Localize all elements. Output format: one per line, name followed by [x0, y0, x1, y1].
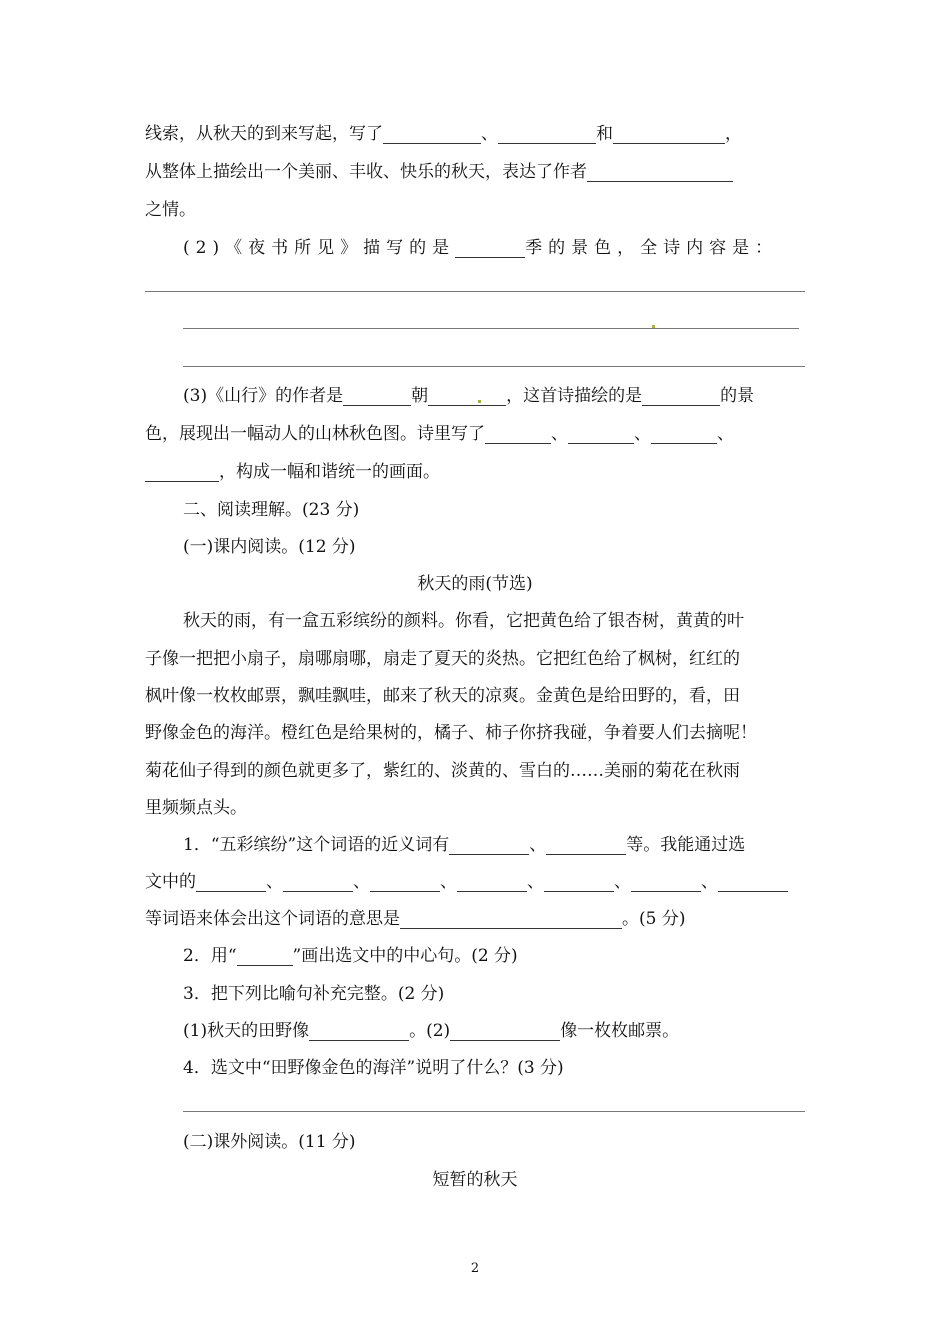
answer-blank[interactable] — [455, 240, 525, 258]
answer-blank[interactable] — [283, 874, 353, 892]
answer-blank[interactable] — [428, 388, 506, 406]
passage-line: 野像金色的海洋。橙红色是给果树的，橘子、柿子你挤我碰，争着要人们去摘呢！ — [145, 723, 757, 743]
question-3: 3．把下列比喻句补充完整。(2 分) — [183, 984, 445, 1004]
part-heading: (二)课外阅读。(11 分) — [183, 1132, 356, 1152]
answer-blank[interactable] — [587, 164, 733, 182]
answer-blank[interactable] — [613, 126, 725, 144]
answer-blank[interactable] — [718, 874, 788, 892]
q1-sub3-line3: ，构成一幅和谐统一的画面。 — [145, 462, 440, 482]
answer-blank[interactable] — [145, 464, 219, 482]
passage-line: 子像一把把小扇子，扇哪扇哪，扇走了夏天的炎热。它把红色给了枫树，红红的 — [145, 649, 740, 669]
answer-rule[interactable] — [183, 328, 799, 329]
q1-line1: 线索，从秋天的到来写起，写了 、 和 ， — [145, 124, 742, 144]
answer-blank[interactable] — [642, 388, 720, 406]
passage-line: 菊花仙子得到的颜色就更多了，紫红的、淡黄的、雪白的……美丽的菊花在秋雨 — [145, 761, 740, 781]
answer-blank[interactable] — [343, 388, 411, 406]
underline-sample — [237, 948, 293, 966]
answer-blank[interactable] — [383, 126, 481, 144]
part-heading: (一)课内阅读。(12 分) — [183, 537, 356, 557]
answer-blank[interactable] — [450, 1023, 560, 1041]
q1-sub3-line2: 色，展现出一幅动人的山林秋色图。诗里写了 、 、 、 — [145, 424, 734, 444]
q1-line2: 从整体上描绘出一个美丽、丰收、快乐的秋天，表达了作者 — [145, 162, 733, 182]
question-1-line2: 文中的 、 、 、 、 、 、 — [145, 872, 788, 892]
answer-rule[interactable] — [145, 291, 805, 292]
passage-title: 秋天的雨(节选) — [417, 574, 533, 594]
answer-blank[interactable] — [449, 837, 529, 855]
answer-blank[interactable] — [631, 874, 701, 892]
section-heading: 二、阅读理解。(23 分) — [183, 500, 360, 520]
passage-line: 秋天的雨，有一盒五彩缤纷的颜料。你看，它把黄色给了银杏树，黄黄的叶 — [183, 611, 744, 631]
answer-blank[interactable] — [370, 874, 440, 892]
answer-rule[interactable] — [183, 366, 805, 367]
question-1: 1．“五彩缤纷”这个词语的近义词有 、 等。我能通过选 — [183, 835, 746, 855]
answer-blank[interactable] — [544, 874, 614, 892]
answer-blank[interactable] — [651, 426, 717, 444]
q1-sub3: (3)《山行》的作者是 朝 ，这首诗描绘的是 的景 — [183, 386, 755, 406]
answer-blank[interactable] — [546, 837, 626, 855]
speck-mark — [478, 400, 481, 403]
speck-mark — [652, 325, 655, 328]
question-2: 2．用“ ”画出选文中的中心句。(2 分) — [183, 946, 518, 966]
answer-rule[interactable] — [183, 1111, 805, 1112]
question-4: 4．选文中“田野像金色的海洋”说明了什么？(3 分) — [183, 1058, 564, 1078]
passage-line: 枫叶像一枚枚邮票，飘哇飘哇，邮来了秋天的凉爽。金黄色是给田野的，看，田 — [145, 686, 740, 706]
q1-sub2: (2)《夜书所见》描写的是 季的景色，全诗内容是： — [183, 238, 779, 258]
answer-blank[interactable] — [309, 1023, 409, 1041]
answer-blank[interactable] — [457, 874, 527, 892]
q1-line3: 之情。 — [145, 200, 196, 220]
page-number: 2 — [470, 1261, 480, 1276]
answer-blank[interactable] — [498, 126, 596, 144]
answer-blank[interactable] — [568, 426, 634, 444]
answer-blank[interactable] — [485, 426, 551, 444]
question-3-line: (1)秋天的田野像 。(2) 像一枚枚邮票。 — [183, 1021, 680, 1041]
passage-title: 短暂的秋天 — [432, 1170, 518, 1190]
answer-blank[interactable] — [196, 874, 266, 892]
question-1-line3: 等词语来体会出这个词语的意思是 。(5 分) — [145, 909, 686, 929]
answer-blank[interactable] — [400, 911, 622, 929]
passage-line: 里频频点头。 — [145, 798, 247, 818]
